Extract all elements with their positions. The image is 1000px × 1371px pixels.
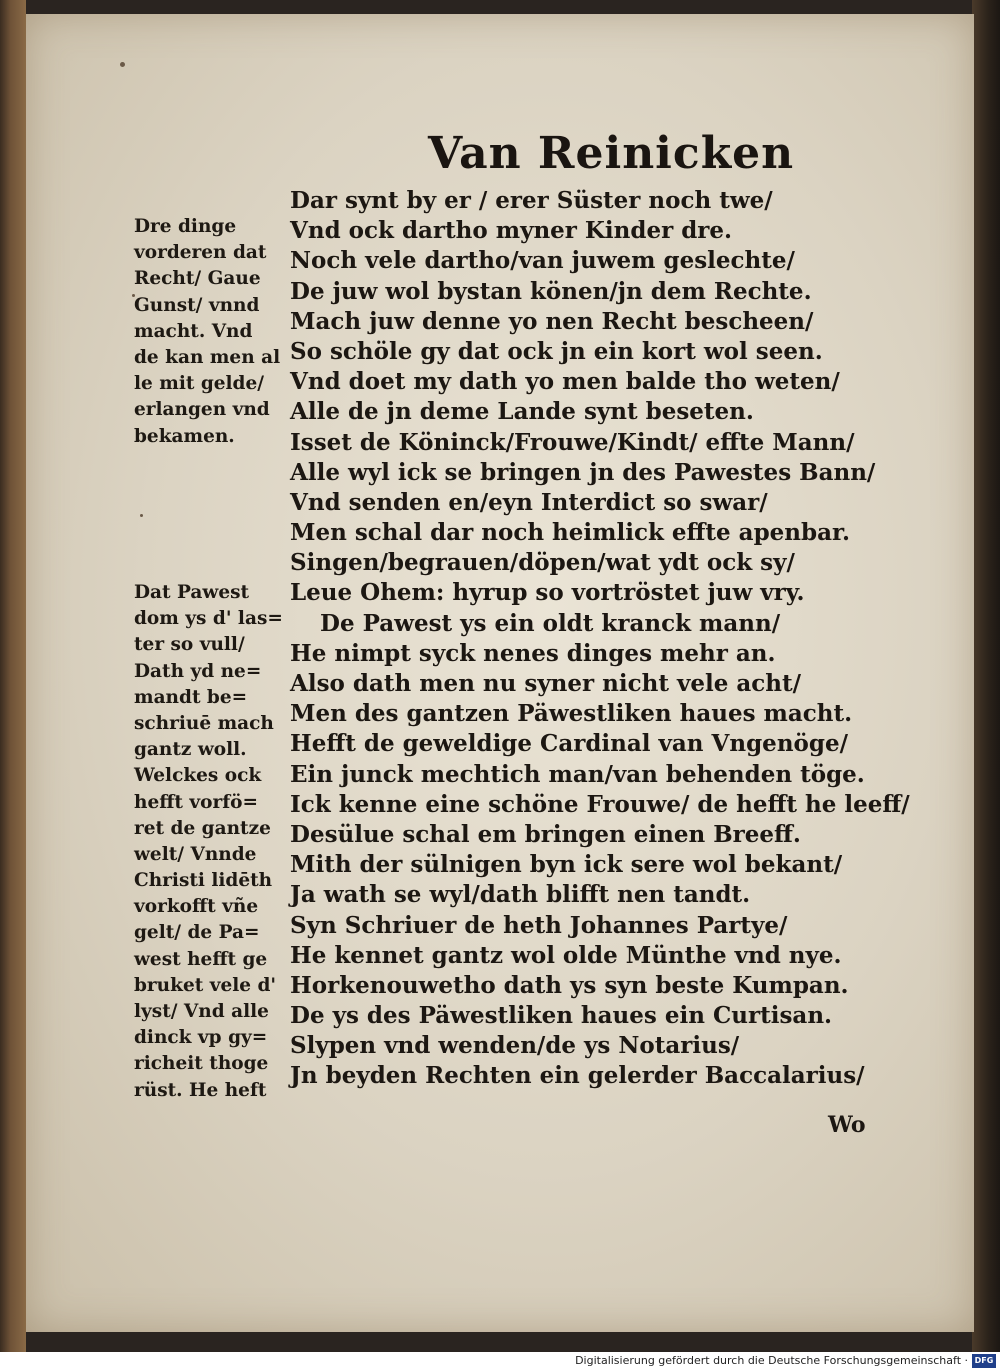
catchword: Wo [828,1112,866,1138]
verse-line: Also dath men nu syner nicht vele acht/ [290,670,802,697]
footer-bar [0,1352,1000,1371]
dfg-logo: DFG [972,1354,996,1368]
verse-line: He nimpt syck nenes dinges mehr an. [290,639,776,667]
margin-note-line: de kan men al [134,346,281,368]
verse-line: Hefft de geweldige Cardinal van Vngenöge/ [290,730,848,758]
margin-note-line: hefft vorfö= [134,791,259,813]
margin-note-line: Gunst/ vnnd [134,294,260,316]
verse-line: He kennet gantz wol olde Münthe vnd nye. [290,941,842,969]
margin-note-line: richeit thoge [134,1053,269,1075]
verse-line: Mach juw denne yo nen Recht bescheen/ [290,307,814,335]
margin-note [134,214,280,450]
verse-line: Vnd ock dartho myner Kinder dre. [290,217,733,245]
verse-line: Ein junck mechtich man/van behenden töge. [290,760,865,788]
margin-note-line: le mit gelde/ [134,373,265,395]
margin-note-line: bruket vele d' [134,974,277,996]
verse-line: Isset de Köninck/Frouwe/Kindt/ effte Mann/ [290,428,855,456]
verse-line: Leue Ohem: hyrup so vortröstet juw vry. [290,579,805,607]
margin-note-line: rüst. He heft [134,1079,267,1101]
main-verse-column [290,186,910,1092]
book-edge-left [0,0,26,1352]
verse-line: Mith der sülnigen byn ick sere wol bekant/ [290,851,843,879]
verse-line: Horkenouwetho dath ys syn beste Kumpan. [290,971,849,999]
verse-line: Vnd senden en/eyn Interdict so swar/ [290,488,768,516]
margin-note-line: dom ys d' las= [134,608,283,630]
margin-note-line: west hefft ge [134,948,268,970]
margin-note-line: ter so vull/ [134,634,245,656]
book-edge-right [972,0,1000,1352]
verse-line: De Pawest ys ein oldt kranck mann/ [320,609,781,637]
verse-line: Noch vele dartho/van juwem geslechte/ [290,247,795,275]
verse-line: Jn beyden Rechten ein gelerder Baccalarius/ [290,1062,865,1090]
verse-line: Singen/begrauen/döpen/wat ydt ock sy/ [290,549,795,577]
margin-note-line: Welckes ock [134,765,262,787]
margin-note-line: macht. Vnd [134,320,253,342]
verse-line: Syn Schriuer de heth Johannes Partye/ [290,911,788,939]
verse-line: Desülue schal em bringen einen Breeff. [290,820,801,848]
margin-note-line: ret de gantze [134,817,271,839]
verse-line: Slypen vnd wenden/de ys Notarius/ [290,1032,740,1060]
verse-line: Ja wath se wyl/dath blifft nen tandt. [290,881,751,909]
verse-line: Men schal dar noch heimlick effte apenbar. [290,519,851,547]
ink-spot [120,62,125,67]
funding-credit: Digitalisierung gefördert durch die Deutsche Forschungsgemeinschaft · [575,1354,968,1367]
margin-note-line: Recht/ Gaue [134,268,261,290]
verse-line: De ys des Päwestliken haues ein Curtisan. [290,1002,833,1030]
margin-note-line: bekamen. [134,425,235,447]
verse-line: Alle de jn deme Lande synt beseten. [290,398,754,426]
verse-line: Dar synt by er / erer Süster noch twe/ [290,187,773,214]
margin-note-line: dinck vp gy= [134,1027,268,1049]
margin-note-line: lyst/ Vnd alle [134,1001,269,1022]
margin-note-line: gelt/ de Pa= [134,922,260,944]
margin-note-line: Dre dinge [134,216,237,237]
verse-line: Ick kenne eine schöne Frouwe/ de hefft he leeff/ [290,790,910,818]
margin-note-line: Dath yd ne= [134,660,262,682]
margin-note-line: Dat Pawest [134,582,250,603]
verse-line: Vnd doet my dath yo men balde tho weten/ [290,368,840,396]
margin-note-line: schriuē mach [134,712,274,734]
margin-note-line: vorkofft vñe [134,896,259,918]
margin-note-line: mandt be= [134,686,248,708]
margin-note-line: vorderen dat [134,242,267,264]
ink-spot [140,514,143,517]
running-heading: Van Reinicken [428,128,795,179]
margin-note-line: erlangen vnd [134,399,270,421]
verse-line: Men des gantzen Päwestliken haues macht. [290,700,853,728]
verse-line: Alle wyl ick se bringen jn des Pawestes Bann/ [290,458,876,486]
verse-line: De juw wol bystan könen/jn dem Rechte. [290,277,812,305]
verse-line: So schöle gy dat ock jn ein kort wol seen. [290,337,823,365]
margin-note-line: welt/ Vnnde [134,843,257,865]
margin-note-line: gantz woll. [134,739,247,761]
margin-note-line: Christi lidēth [134,870,273,892]
margin-note [134,580,283,1104]
